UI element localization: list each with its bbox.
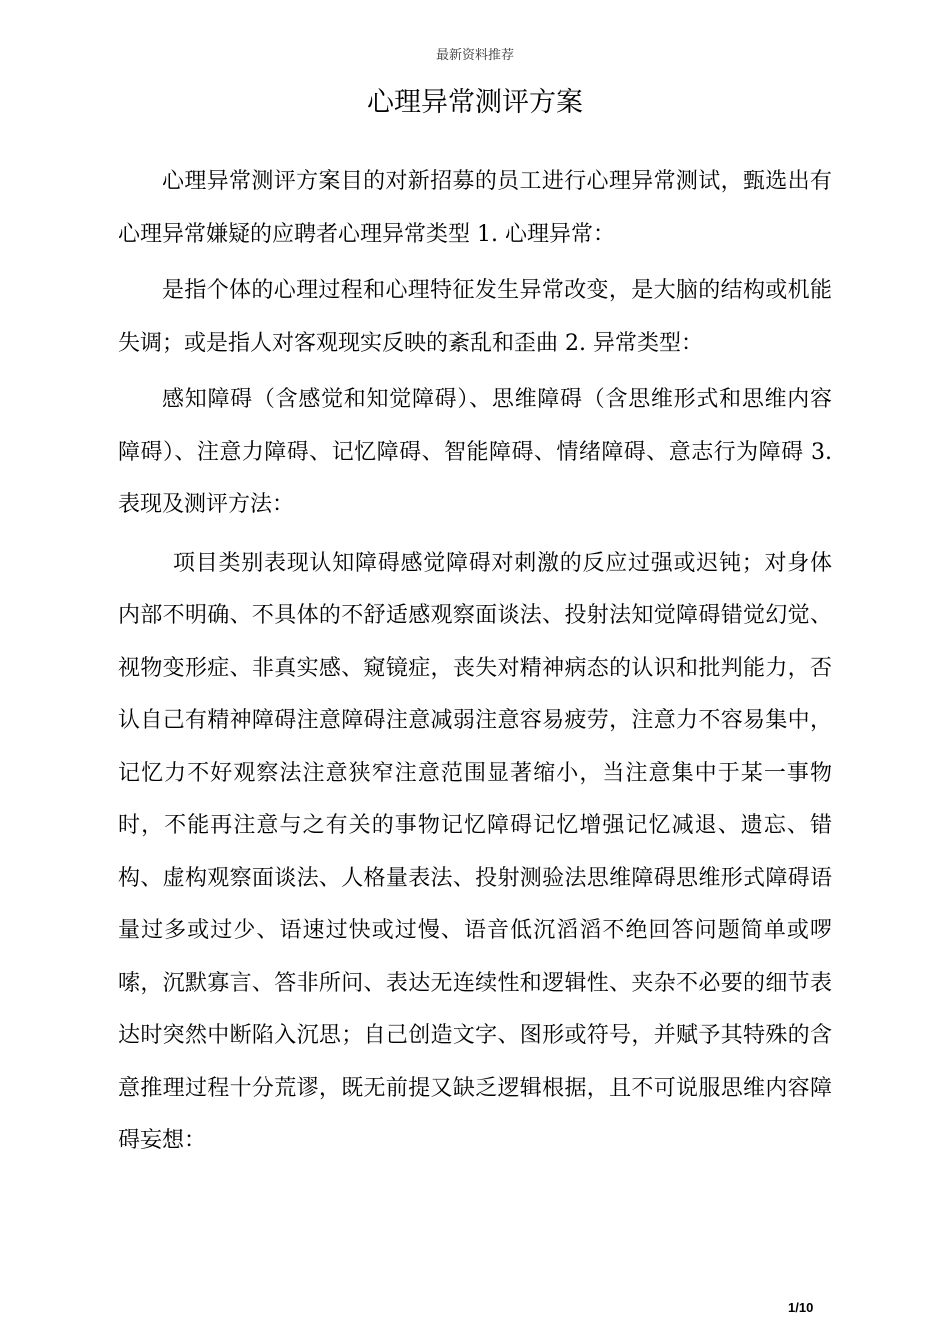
page-header: 最新资料推荐	[435, 48, 514, 63]
page-number: 1/10	[788, 1300, 814, 1315]
paragraph-1: 心理异常测评方案目的对新招募的员工进行心理异常测试，甄选出有心理异常嫌疑的应聘者心理异常类型 1. 心理异常：	[118, 169, 832, 247]
document-title: 心理异常测评方案	[367, 87, 583, 118]
document-body	[118, 156, 832, 1168]
paragraph-2: 是指个体的心理过程和心理特征发生异常改变，是大脑的结构或机能失调；或是指人对客观现实反映的紊乱和歪曲 2. 异常类型：	[118, 278, 832, 356]
paragraph-4: 项目类别表现认知障碍感觉障碍对刺激的反应过强或迟钝；对身体内部不明确、不具体的不舒适感观察面谈法、投射法知觉障碍错觉幻觉、视物变形症、非真实感、窥镜症，丧失对精神病态的认识和批判能力，否认自己有精神障碍注意障碍注意减弱注意容易疲劳，注意力不容易集中，记忆力不好观察法注意狭窄注意范围显著缩小，当注意集中于某一事物时，不能再注意与之有关的事物记忆障碍记忆增强记忆减退、遗忘、错构、虚构观察面谈法、人格量表法、投射测验法思维障碍思维形式障碍语量过多或过少、语速过快或过慢、语音低沉滔滔不绝回答问题简单或啰嗦，沉默寡言、答非所问、表达无连续性和逻辑性、夹杂不必要的细节表达时突然中断陷入沉思；自己创造文字、图形或符号，并赋予其特殊的含意推理过程十分荒谬，既无前提又缺乏逻辑根据，且不可说服思维内容障碍妄想：	[118, 550, 832, 1153]
paragraph-3: 感知障碍（含感觉和知觉障碍）、思维障碍（含思维形式和思维内容障碍）、注意力障碍、记忆障碍、智能障碍、情绪障碍、意志行为障碍 3. 表现及测评方法：	[118, 387, 832, 517]
